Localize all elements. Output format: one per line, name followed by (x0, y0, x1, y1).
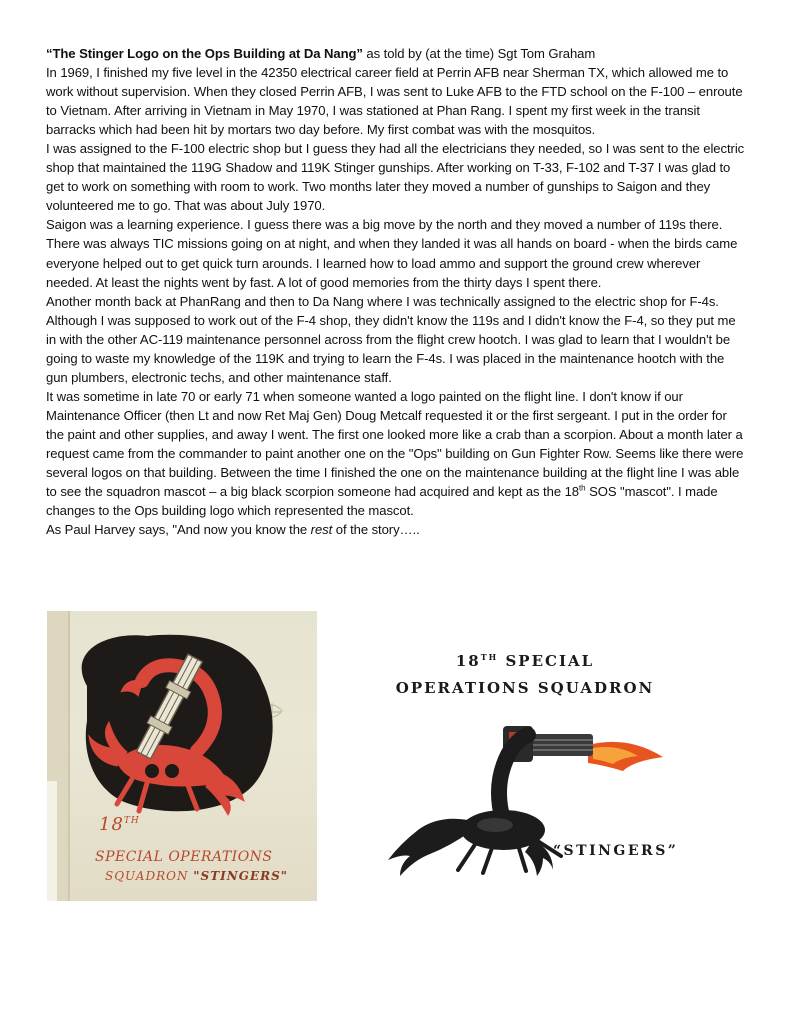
paragraph-6-part-a: As Paul Harvey says, "And now you know the (46, 522, 311, 538)
story-byline: as told by (at the time) Sgt Tom Graham (362, 46, 596, 61)
paragraph-6-part-b: of the story….. (332, 522, 420, 538)
logo-special: SPECIAL (498, 652, 595, 670)
paragraph-5-part-b: SOS "mascot". I made changes to the Ops building logo which represented the mascot. (46, 484, 718, 519)
photo-caption-line-2 (105, 869, 288, 883)
story-title: “The Stinger Logo on the Ops Building at Da Nang” (46, 46, 363, 61)
paragraph-3: Saigon was a learning experience. I guess there was a big move by the north and they moved a number of 119s there. There was always TIC missions going on at night, and when they landed it was all hands on board - when the birds came everyone helped out to get quick turn arounds. I learned how to load ammo and support the ground crew wherever needed. At least the nights went by fast. A lot of good memories from the thirty days I spent there. (46, 217, 738, 290)
paragraph-6 (46, 520, 746, 539)
story-text (46, 44, 746, 539)
photo-caption-number (99, 814, 140, 835)
paragraph-1: In 1969, I finished my five level in the 42350 electrical career field at Perrin AFB near Sherman TX, which allowed me to work without supervision. When they closed Perrin AFB, I was sent to Luke AFB to the FTD school on the F-100 – enroute to Vietnam. After arriving in Vietnam in May 1970, I was stationed at Phan Rang. I spent my first week in the transit barracks which had been hit by mortars two day before. My first combat was with the mosquitos. (46, 65, 743, 138)
photo-caption-number-text: 18 (99, 814, 124, 835)
paragraph-4: Another month back at PhanRang and then to Da Nang where I was technically assigned to the electric shop for F-4s. Although I was supposed to work out of the F-4 shop, they didn't know the 119s and I didn't know the F-4, so they put me in with the other AC-119 maintenance personnel across from the flight crew hootch. I was glad to learn that I wouldn't be going to waste my knowledge of the 119K and trying to learn the F-4s. I was placed in the maintenance hootch with the gun plumbers, electronic techs, and other maintenance staff. (46, 293, 736, 385)
logo-ordinal: TH (480, 652, 499, 662)
photo-caption-ordinal: TH (123, 816, 140, 826)
painted-logo-photo (47, 611, 317, 901)
paragraph-6-emphasis: rest (310, 522, 333, 538)
logo-line-2: OPERATIONS SQUADRON (395, 679, 655, 697)
photo-caption-squadron: SQUADRON (105, 869, 194, 883)
photo-caption-line-1: SPECIAL OPERATIONS (95, 849, 273, 865)
logo-motto: “STINGERS” (553, 843, 679, 859)
paragraph-5-part-a: It was sometime in late 70 or early 71 when someone wanted a logo painted on the flight line. I don't know if our Maintenance Officer (then Lt and now Ret Maj Gen) Doug Metcalf requested it or the first sergeant. I put in the order for the paint and other supplies, and away I went. The first one looked more like a crab than a scorpion. About a month later a request came from the commander to paint another one on the "Ops" building on Gun Fighter Row. Seems like there were several logos on that building. Between the time I finished the one on the maintenance building at the flight line I was able to see the squadron mascot – a big black scorpion someone had acquired and kept as the 18 (46, 388, 744, 500)
story-heading (46, 44, 746, 63)
paragraph-2: I was assigned to the F-100 electric shop but I guess they had all the electricians they needed, so I was sent to the electric shop that maintained the 119G Shadow and 119K Stinger gunships. After working on T-33, F-102 and T-37 I was glad to get to work on something with room to work. Two months later they moved a number of gunships to Saigon and they volunteered me to go. That was about July 1970. (46, 141, 745, 214)
logo-line-1 (380, 652, 670, 670)
paragraph-5 (46, 387, 746, 520)
paragraph-5-ordinal: th (579, 483, 586, 493)
photo-caption-stingers: "STINGERS" (193, 869, 288, 883)
logo-number: 18 (455, 652, 481, 670)
